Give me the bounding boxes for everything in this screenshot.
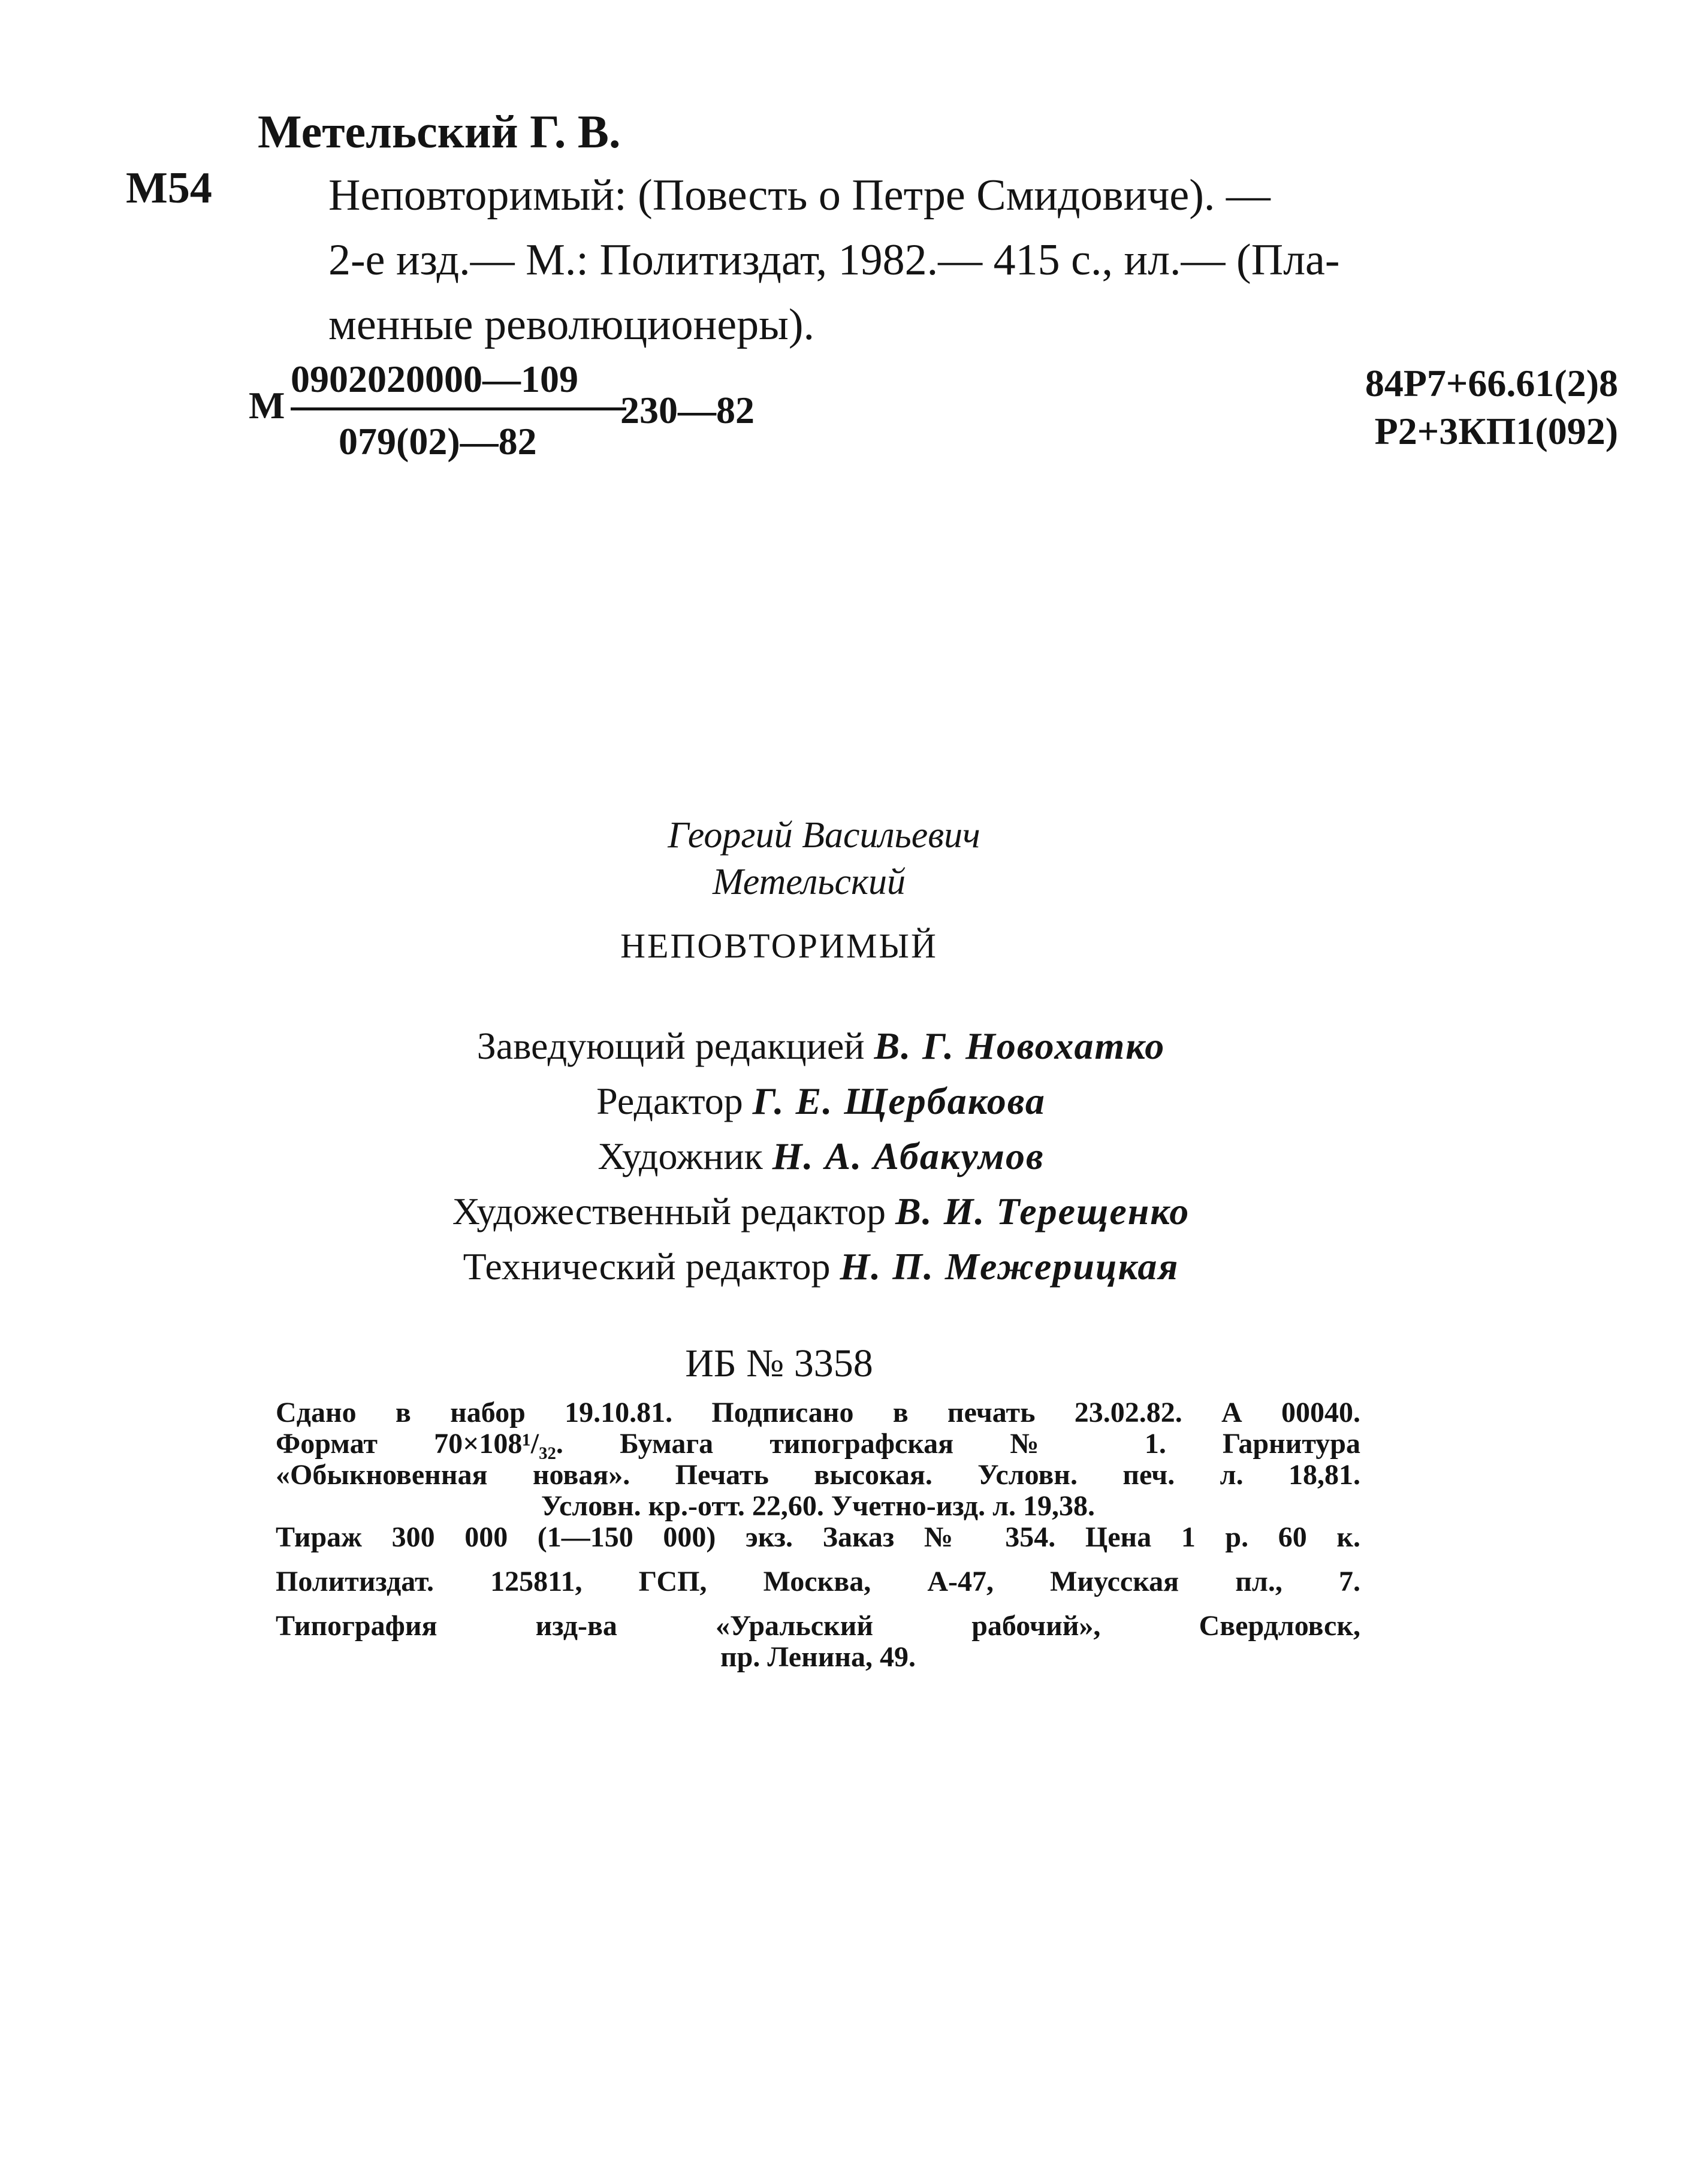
imprint-line: Сдано в набор 19.10.81. Подписано в печать 23.02.82. А 00040. (276, 1397, 1360, 1428)
credit-role: Редактор (596, 1080, 743, 1122)
catalog-index-letter: М (249, 384, 285, 427)
credit-name: В. И. Терещенко (895, 1190, 1190, 1233)
catalog-index (249, 357, 776, 477)
imprint-line: Условн. кр.-отт. 22,60. Учетно-изд. л. 19,38. (541, 1490, 1096, 1522)
credit-line (0, 1019, 1702, 1074)
fraction-line (291, 407, 626, 410)
catalog-description (328, 163, 1340, 357)
author-name-line: Метельский (713, 862, 906, 902)
catalog-description-line: менные революционеры). (328, 300, 814, 349)
catalog-index-numerator: 0902020000—109 (291, 358, 578, 400)
ib-number: ИБ № 3358 (685, 1342, 873, 1385)
credit-role: Художник (597, 1135, 763, 1177)
credit-line (0, 1074, 1702, 1129)
credit-line (0, 1239, 1702, 1294)
imprint-line: Формат 70×108¹/₃₂. Бумага типографская № 1. Гарнитура (276, 1428, 1360, 1460)
catalog-classification (1199, 360, 1618, 455)
printer-address: пр. Ленина, 49. (720, 1641, 916, 1673)
printer-line: Типография изд-ва «Уральский рабочий», Свердловск, (276, 1610, 1360, 1642)
credit-line (0, 1184, 1702, 1239)
credit-name: Г. Е. Щербакова (752, 1080, 1046, 1122)
credit-role: Заведующий редакцией (476, 1025, 865, 1067)
book-title: НЕПОВТОРИМЫЙ (620, 926, 938, 965)
author-name-line: Георгий Васильевич (668, 815, 980, 856)
publisher-address: Политиздат. 125811, ГСП, Москва, А-47, Миусская пл., 7. (276, 1566, 1360, 1597)
credit-name: Н. А. Абакумов (772, 1135, 1045, 1177)
credit-role: Художественный редактор (452, 1190, 886, 1233)
classification-line: Р2+3КП1(092) (1374, 410, 1618, 452)
catalog-description-line: 2-е изд.— М.: Политиздат, 1982.— 415 с., ил.— (Пла- (328, 235, 1340, 285)
credit-name: Н. П. Межерицкая (840, 1245, 1179, 1288)
imprint-line: «Обыкновенная новая». Печать высокая. Условн. печ. л. 18,81. (276, 1459, 1360, 1491)
catalog-author: Метельский Г. В. (258, 105, 621, 158)
author-full-name (0, 812, 1702, 905)
catalog-description-line: Неповторимый: (Повесть о Петре Смидовиче). — (328, 171, 1271, 220)
catalog-code: М54 (126, 164, 212, 213)
credit-line (0, 1129, 1702, 1184)
imprint (276, 1397, 1360, 1673)
credit-name: В. Г. Новохатко (874, 1025, 1166, 1067)
catalog-index-count: 230—82 (620, 389, 755, 431)
catalog-index-denominator: 079(02)—82 (339, 420, 537, 463)
imprint-line: Тираж 300 000 (1—150 000) экз. Заказ № 354. Цена 1 р. 60 к. (276, 1521, 1360, 1553)
credits (0, 1019, 1702, 1294)
classification-line: 84Р7+66.61(2)8 (1365, 362, 1618, 404)
credit-role: Технический редактор (463, 1245, 831, 1288)
